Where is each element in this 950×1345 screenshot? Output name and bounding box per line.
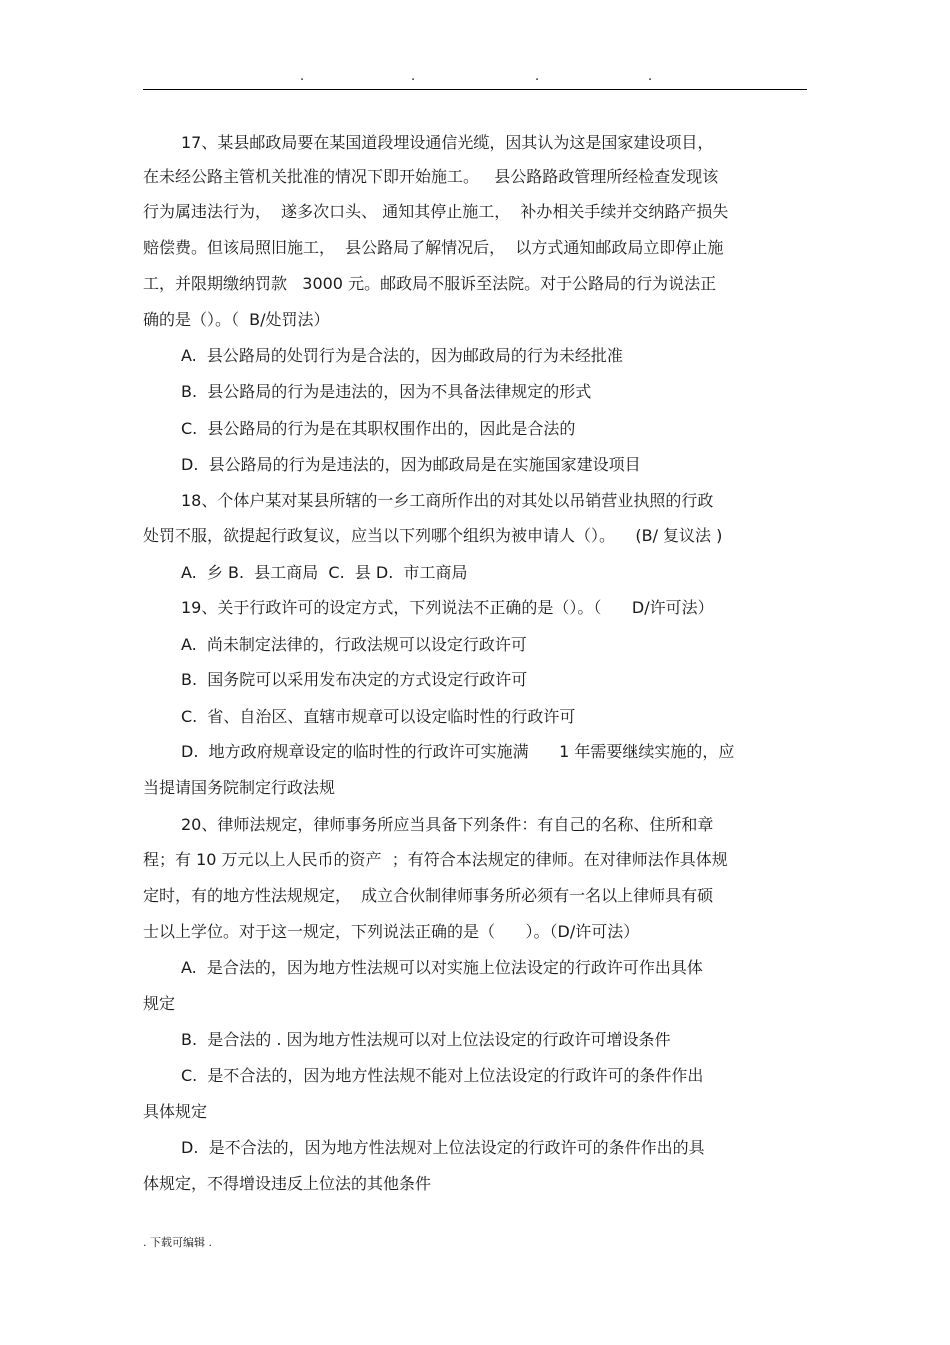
q20-option-c-cont: 具体规定 bbox=[143, 1102, 208, 1121]
header-dot: . bbox=[300, 69, 305, 84]
q19-option-d-cont: 当提请国务院制定行政法规 bbox=[143, 778, 336, 797]
header-dots bbox=[0, 70, 950, 84]
q20-stem-line: 士以上学位。对于这一规定，下列说法正确的是（ ）。（D/许可法） bbox=[143, 922, 640, 941]
q17-option-d: D. 县公路局的行为是违法的，因为邮政局是在实施国家建设项目 bbox=[181, 455, 641, 474]
page-footer: . 下载可编辑 . bbox=[143, 1236, 212, 1249]
header-dot: . bbox=[411, 69, 416, 84]
q17-stem-line: 在未经公路主管机关批准的情况下即开始施工。 县公路路政管理所经检查发现该 bbox=[143, 167, 719, 186]
q20-option-d-cont: 体规定，不得增设违反上位法的其他条件 bbox=[143, 1174, 432, 1193]
q20-stem-line: 20、律师法规定，律师事务所应当具备下列条件：有自己的名称、住所和章 bbox=[181, 815, 714, 834]
q17-stem-line: 行为属违法行为， 遂多次口头、 通知其停止施工， 补办相关手续并交纳路产损失 bbox=[143, 202, 729, 221]
q20-option-b: B. 是合法的 . 因为地方性法规可以对上位法设定的行政许可增设条件 bbox=[181, 1030, 671, 1049]
q20-stem-line: 定时，有的地方性法规规定， 成立合伙制律师事务所必须有一名以上律师具有硕 bbox=[143, 886, 714, 905]
q20-option-d: D. 是不合法的，因为地方性法规对上位法设定的行政许可的条件作出的具 bbox=[181, 1138, 705, 1157]
q17-option-b: B. 县公路局的行为是违法的，因为不具备法律规定的形式 bbox=[181, 382, 592, 401]
header-rule bbox=[143, 89, 807, 90]
q17-option-c: C. 县公路局的行为是在其职权围作出的，因此是合法的 bbox=[181, 419, 576, 438]
q17-stem-line: 17、某县邮政局要在某国道段埋设通信光缆，因其认为这是国家建设项目， bbox=[181, 133, 714, 152]
header-dot: . bbox=[535, 69, 540, 84]
q20-option-a-cont: 规定 bbox=[143, 994, 176, 1013]
q20-stem-line: 程；有 10 万元以上人民币的资产 ；有符合本法规定的律师。在对律师法作具体规 bbox=[143, 850, 728, 869]
header-dot: . bbox=[648, 69, 653, 84]
q18-stem-line: 处罚不服，欲提起行政复议，应当以下列哪个组织为被申请人（）。 (B/ 复议法 ) bbox=[143, 526, 723, 545]
q19-option-a: A. 尚未制定法律的，行政法规可以设定行政许可 bbox=[181, 635, 527, 654]
q17-stem-line: 赔偿费。但该局照旧施工， 县公路局了解情况后， 以方式通知邮政局立即停止施 bbox=[143, 238, 724, 257]
q19-stem-line: 19、关于行政许可的设定方式，下列说法不正确的是（）。（ D/许可法） bbox=[181, 598, 714, 617]
q19-option-b: B. 国务院可以采用发布决定的方式设定行政许可 bbox=[181, 670, 528, 689]
q19-option-c: C. 省、自治区、直辖市规章可以设定临时性的行政许可 bbox=[181, 707, 576, 726]
q17-option-a: A. 县公路局的处罚行为是合法的，因为邮政局的行为未经批准 bbox=[181, 346, 623, 365]
q17-stem-line: 确的是（）。（ B/处罚法） bbox=[143, 310, 330, 329]
q18-stem-line: 18、个体户某对某县所辖的一乡工商所作出的对其处以吊销营业执照的行政 bbox=[181, 491, 714, 510]
q17-stem-line: 工，并限期缴纳罚款 3000 元。邮政局不服诉至法院。对于公路局的行为说法正 bbox=[143, 274, 717, 293]
q20-option-c: C. 是不合法的，因为地方性法规不能对上位法设定的行政许可的条件作出 bbox=[181, 1066, 704, 1085]
q20-option-a: A. 是合法的，因为地方性法规可以对实施上位法设定的行政许可作出具体 bbox=[181, 958, 703, 977]
q18-options: A. 乡 B. 县工商局 C. 县 D. 市工商局 bbox=[181, 563, 468, 582]
q19-option-d: D. 地方政府规章设定的临时性的行政许可实施满 1 年需要继续实施的，应 bbox=[181, 742, 735, 761]
